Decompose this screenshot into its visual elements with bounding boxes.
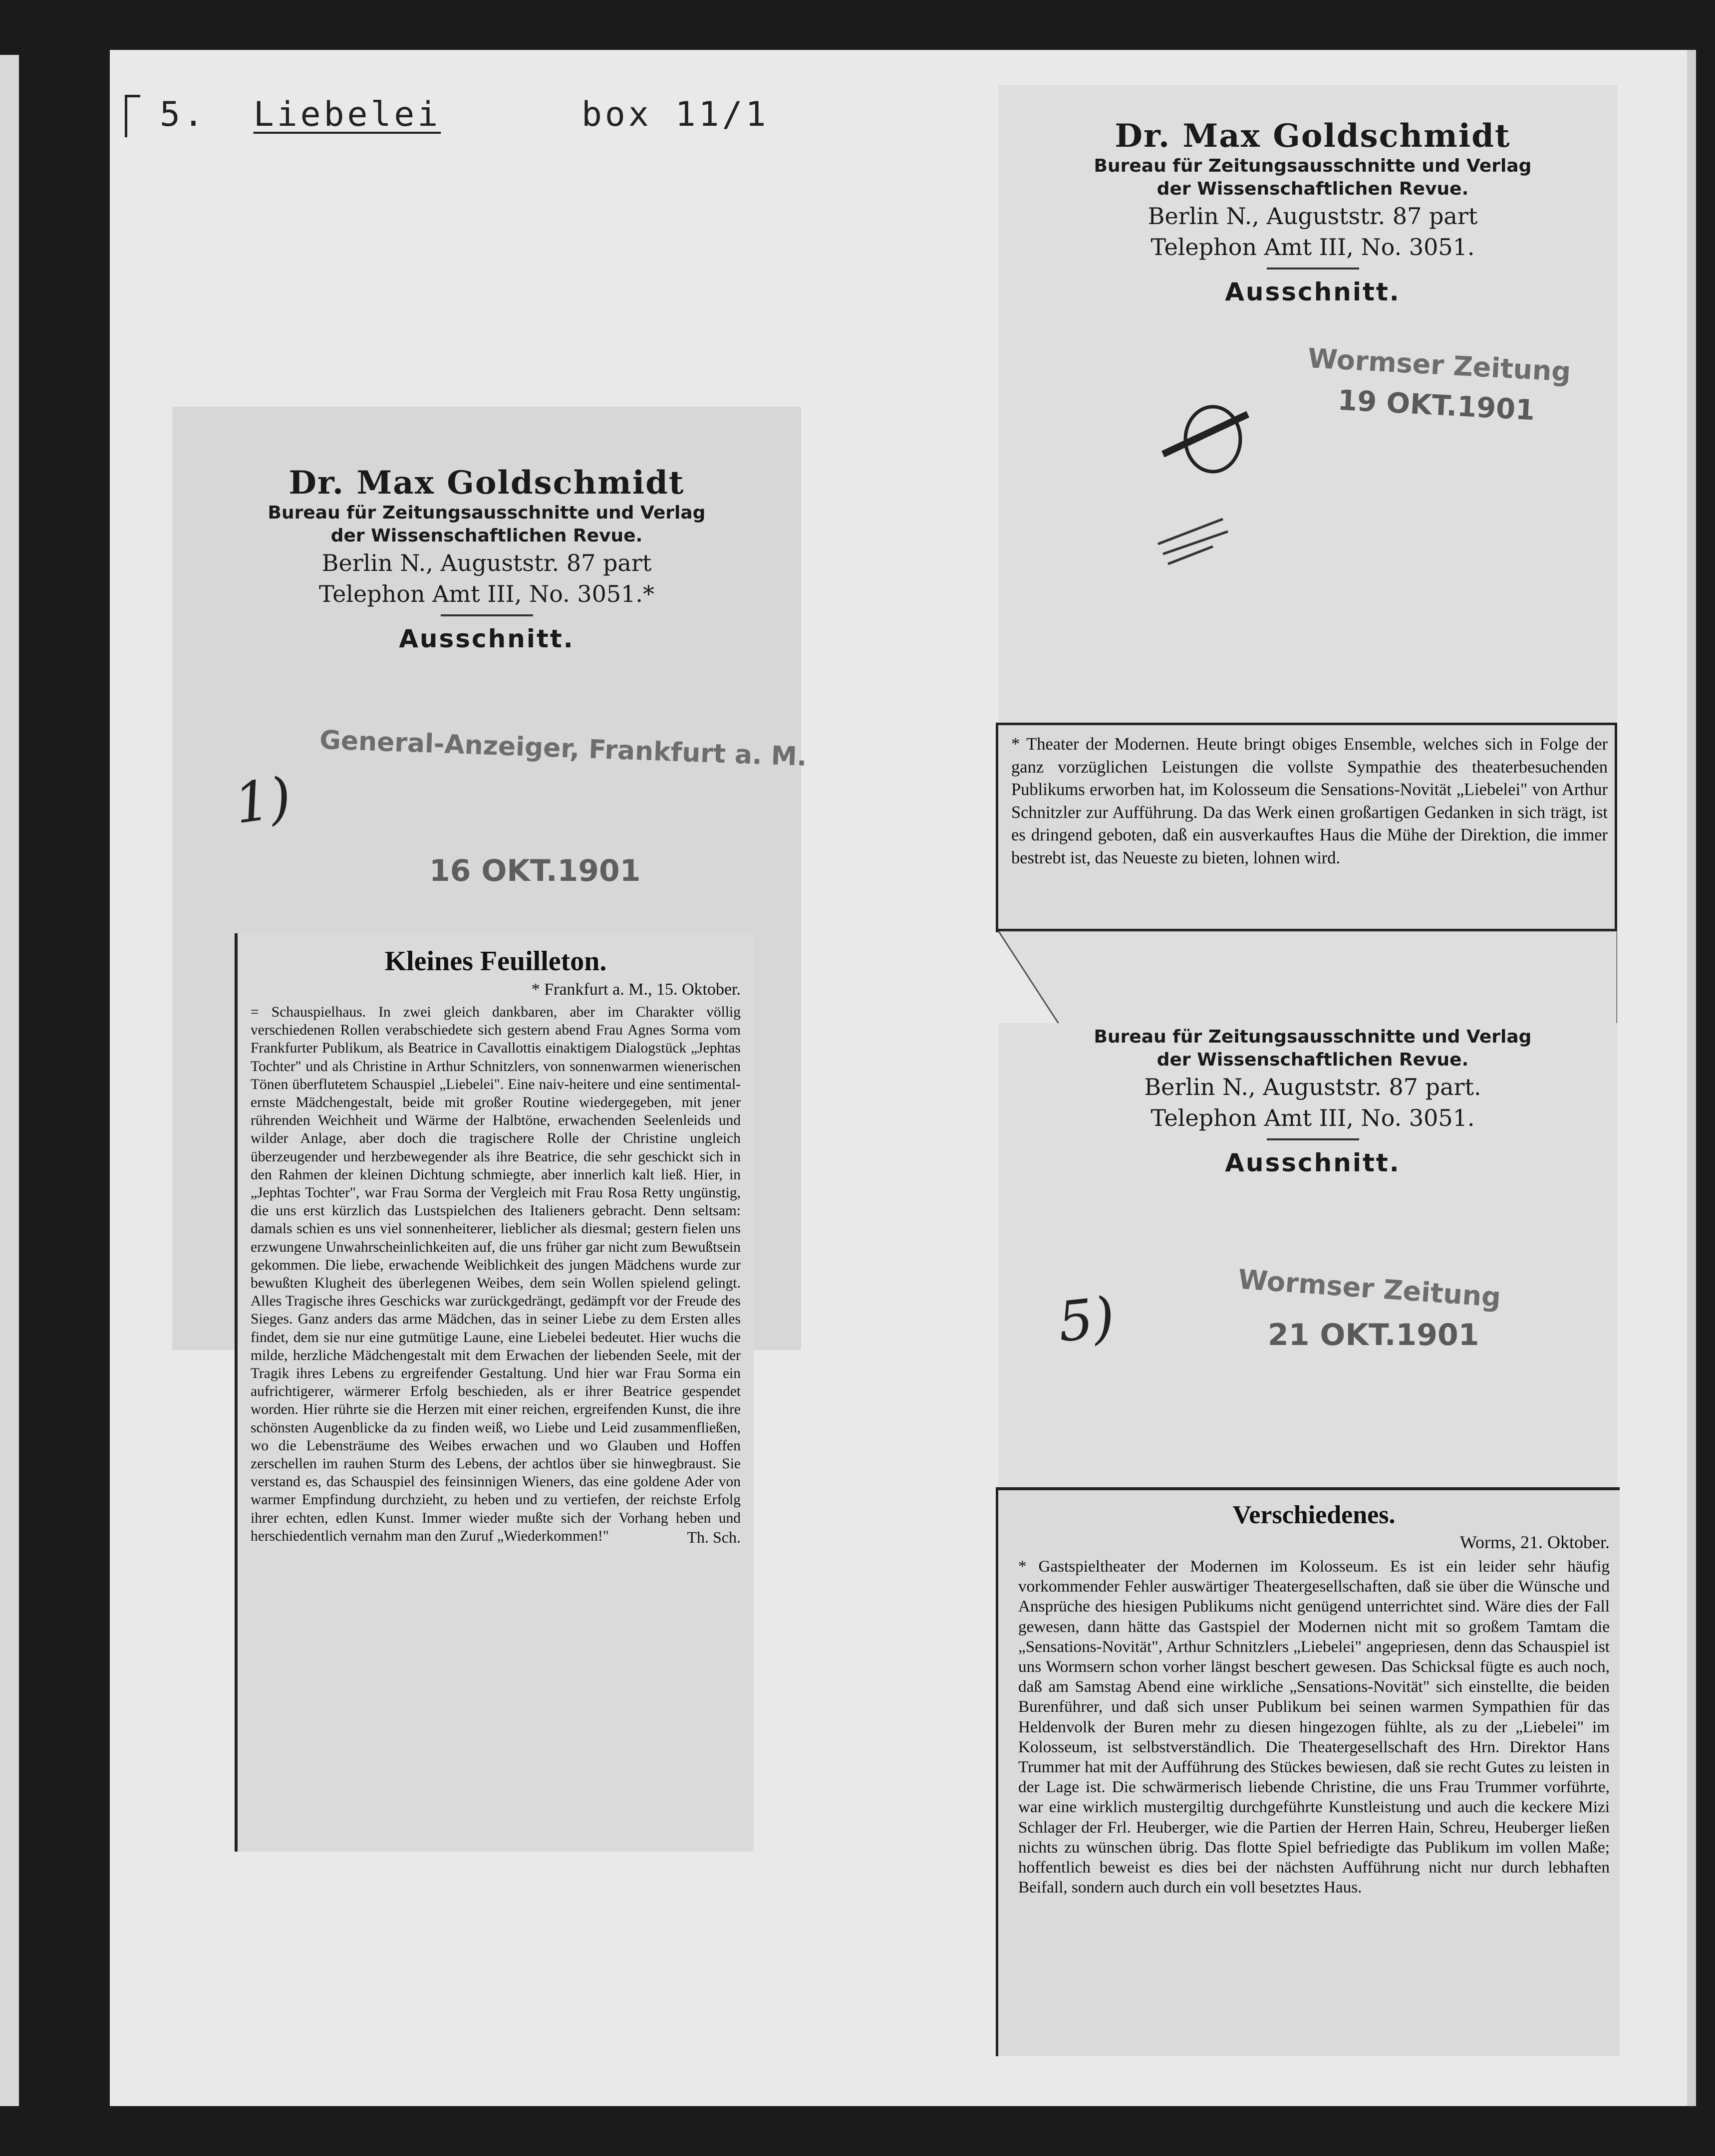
adjacent-page-edge	[0, 55, 19, 2106]
handwritten-number-5: 5)	[1055, 1285, 1118, 1354]
agency-stamp-worms-2	[1013, 1026, 1612, 1177]
clipping-signature: Th. Sch.	[687, 1528, 741, 1547]
folder-label	[160, 95, 769, 134]
newspaper-clipping-worms-1	[996, 723, 1617, 932]
corner-bracket-mark	[125, 95, 140, 137]
clipping-heading: Verschiedenes.	[1232, 1501, 1396, 1529]
folded-paper-flap	[998, 931, 1617, 1031]
source-stamp-worms-1: Wormser Zeitung	[1307, 342, 1572, 388]
clipping-dateline: * Frankfurt a. M., 15. Oktober.	[531, 980, 741, 999]
agency-telephone: Telephon Amt III, No. 3051.*	[318, 580, 655, 607]
agency-line1: Bureau für Zeitungsausschnitte und Verlag	[1094, 1027, 1532, 1047]
clipping-body: = Schauspielhaus. In zwei gleich dankbaren, aber im Charakter völlig verschiedenen Rollen verabschiedete sich gestern abend Frau Agnes Sorma vom Frankfurter Publikum, als Beatrice in Cavallottis einaktigem Dialogstück „Jephtas Tochter" und als Christine in Arthur Schnitzlers, von sonnenwarmen wienerischen Tönen überflutetem Schauspiel „Liebelei". Eine naiv-heitere und eine sentimental-ernste Mädchengestalt, beide mit großer Routine wiedergegeben, mit jener rührenden Weichheit und Wärme der Halbtöne, erwachenden Seelenleids und wilder Anlage, aber doch die tragischere Rolle der Christine ungleich überzeugender und herzbewegender als ihre Beatrice, die sehr geschickt sich in den Rahmen der kleinen Dichtung schmiegte, aber innerlich kalt ließ. Hier, in „Jephtas Tochter", war Frau Sorma der Vergleich mit Frau Rosa Retty ungünstig, die uns erst kürzlich das Lustspielchen des Italieners gebracht. Denn seltsam: damals schien es uns viel sonnenheiterer, lieblicher als diesmal; gestern fielen uns erzwungene Unwahrscheinlichkeiten auf, die uns früher gar nicht zum Bewußtsein gekommen. Die liebe, erwachende Weiblichkeit des jungen Mädchens wurde zur bewußten Klugheit des überlegenen Weibes, dem sein Wollen spielend gelingt. Alles Tragische ihres Geschicks war zurückgedrängt, gedämpft vor der Freude des Sieges. Ganz anders das arme Mädchen, das in seiner Liebe zu dem Ersten alles findet, dem sie nur eine gutmütige Laune, eine Liebelei bedeutet. Hier wuchs die milde, herzliche Mädchengestalt mit dem Erwachen der liebenden Seele, mit der Tragik ihres Lebens zu ergreifender Gestaltung. Und hier war Frau Sorma ein aufrichtigerer, wärmerer Erfolg beschieden, als er ihrer Beatrice gespendet worden. Hier rührte sie die Herzen mit einer reichen, ergreifenden Kunst, die ihre schönsten Augenblicke da zu finden weiß, wo Liebe und Leid zusammenfließen, wo die Lebensträume des Weibes erwachen und wo Glauben und Hoffen zerschellen im rauhen Sturm des Lebens, der achtlos über sie hinwegbraust. Sie verstand es, das Schauspiel des feinsinnigen Wieners, das eine goldene Ader von warmer Empfindung durchzieht, zu heben und zu vertiefen, der reichste Erfolg ihrer echten, edlen Kunst. Immer wieder mußte sich der Vorhang heben und herschiedentlich vernahm man den Zuruf „Wiederkommen!"	[251, 1004, 745, 1544]
agency-address: Berlin N., Auguststr. 87 part	[321, 549, 652, 576]
agency-address: Berlin N., Auguststr. 87 part	[1147, 203, 1478, 230]
date-stamp-worms-1: 19 OKT.1901	[1337, 384, 1536, 427]
agency-stamp-worms-1	[1013, 117, 1612, 306]
agency-telephone: Telephon Amt III, No. 3051.	[1150, 234, 1475, 261]
clipping-dateline: Worms, 21. Oktober.	[1459, 1532, 1610, 1552]
folder-number: 5.	[160, 95, 207, 134]
agency-name: Dr. Max Goldschmidt	[288, 464, 685, 502]
agency-line2: der Wissenschaftlichen Revue.	[1156, 179, 1469, 199]
agency-line1: Bureau für Zeitungsausschnitte und Verlag	[268, 503, 706, 523]
agency-name: Dr. Max Goldschmidt	[1115, 117, 1511, 155]
stamp-rule	[1267, 1138, 1359, 1140]
folder-box: box 11/1	[581, 95, 769, 134]
agency-line2: der Wissenschaftlichen Revue.	[1156, 1050, 1469, 1070]
agency-line1: Bureau für Zeitungsausschnitte und Verlag	[1094, 156, 1532, 176]
source-stamp-worms-2: Wormser Zeitung	[1237, 1263, 1502, 1314]
agency-telephone: Telephon Amt III, No. 3051.	[1150, 1104, 1475, 1131]
folder-title: Liebelei	[253, 95, 441, 134]
clipping-body: * Theater der Modernen. Heute bringt obiges Ensemble, welches sich in Folge der ganz vorzüglichen Leistungen die vollste Sympathie des theaterbesuchenden Publikums erworben hat, im Kolosseum die Sensations-Novität „Liebelei" von Arthur Schnitzler zur Aufführung. Da das Werk einen großartigen Gedanken in sich trägt, ist es dringend geboten, daß ein ausverkauftes Haus die Mühe der Direktion, die immer bestrebt ist, das Neueste zu bieten, lohnen wird.	[1011, 735, 1612, 867]
agency-line2: der Wissenschaftlichen Revue.	[330, 526, 643, 546]
stamp-rule	[1267, 268, 1359, 270]
date-stamp-frankfurt: 16 OKT.1901	[429, 853, 641, 888]
clipping-heading: Kleines Feuilleton.	[384, 946, 607, 977]
stamp-rule	[441, 614, 533, 616]
handwritten-number-1: 1)	[230, 765, 295, 836]
newspaper-clipping-worms-2	[996, 1487, 1620, 2056]
date-stamp-worms-2: 21 OKT.1901	[1268, 1318, 1479, 1352]
pencil-mark-scribble	[1148, 394, 1278, 584]
ausschnitt-label: Ausschnitt.	[1225, 277, 1401, 306]
ausschnitt-label: Ausschnitt.	[1225, 1148, 1401, 1177]
agency-stamp-frankfurt	[185, 464, 789, 653]
newspaper-clipping-frankfurt	[235, 933, 754, 1852]
source-stamp-frankfurt: General-Anzeiger, Frankfurt a. M.	[319, 725, 808, 773]
ausschnitt-label: Ausschnitt.	[399, 624, 574, 653]
clipping-body: * Gastspieltheater der Modernen im Kolosseum. Es ist ein leider sehr häufig vorkommender Fehler auswärtiger Theatergesellschaften, daß sie über die Wünsche und Ansprüche des hiesigen Publikums nicht genügend unterrichtet sind. Wäre dies der Fall gewesen, dann hätte das Gastspiel der Modernen nicht mit so großem Tamtam die „Sensations-Novität", Arthur Schnitzlers „Liebelei" angepriesen, denn das Schauspiel ist uns Wormsern schon vorher längst beschert gewesen. Das Schicksal fügte es auch noch, daß am Samstag Abend eine wirkliche „Sensations-Novität" sich einstellte, die beiden Burenführer, und daß sich unser Publikum bei seinen warmen Sympathien für das Heldenvolk der Buren mehr zu diesen hingezogen fühlte, als zu der „Liebelei" im Kolosseum, ist selbstverständlich. Die Theatergesellschaft des Hrn. Direktor Hans Trummer hat mit der Aufführung des Stückes bewiesen, daß sie recht Gutes zu leisten in der Lage ist. Die schwärmerisch liebende Christine, die uns Frau Trummer vorführte, war eine wirklich mustergiltig durchgeführte Kunstleistung und auch die keckere Mizi Schlager der Frl. Heuberger, wie die Partien der Herren Hain, Schreu, Heuberger ließen nichts zu wünschen übrig. Das flotte Spiel befriedigte das Publikum im vollen Maße; hoffentlich beweist es dies bei der nächsten Aufführung nicht nur durch lebhaften Beifall, sondern auch durch ein voll besetztes Haus.	[1018, 1557, 1614, 1897]
agency-address: Berlin N., Auguststr. 87 part.	[1144, 1074, 1481, 1100]
